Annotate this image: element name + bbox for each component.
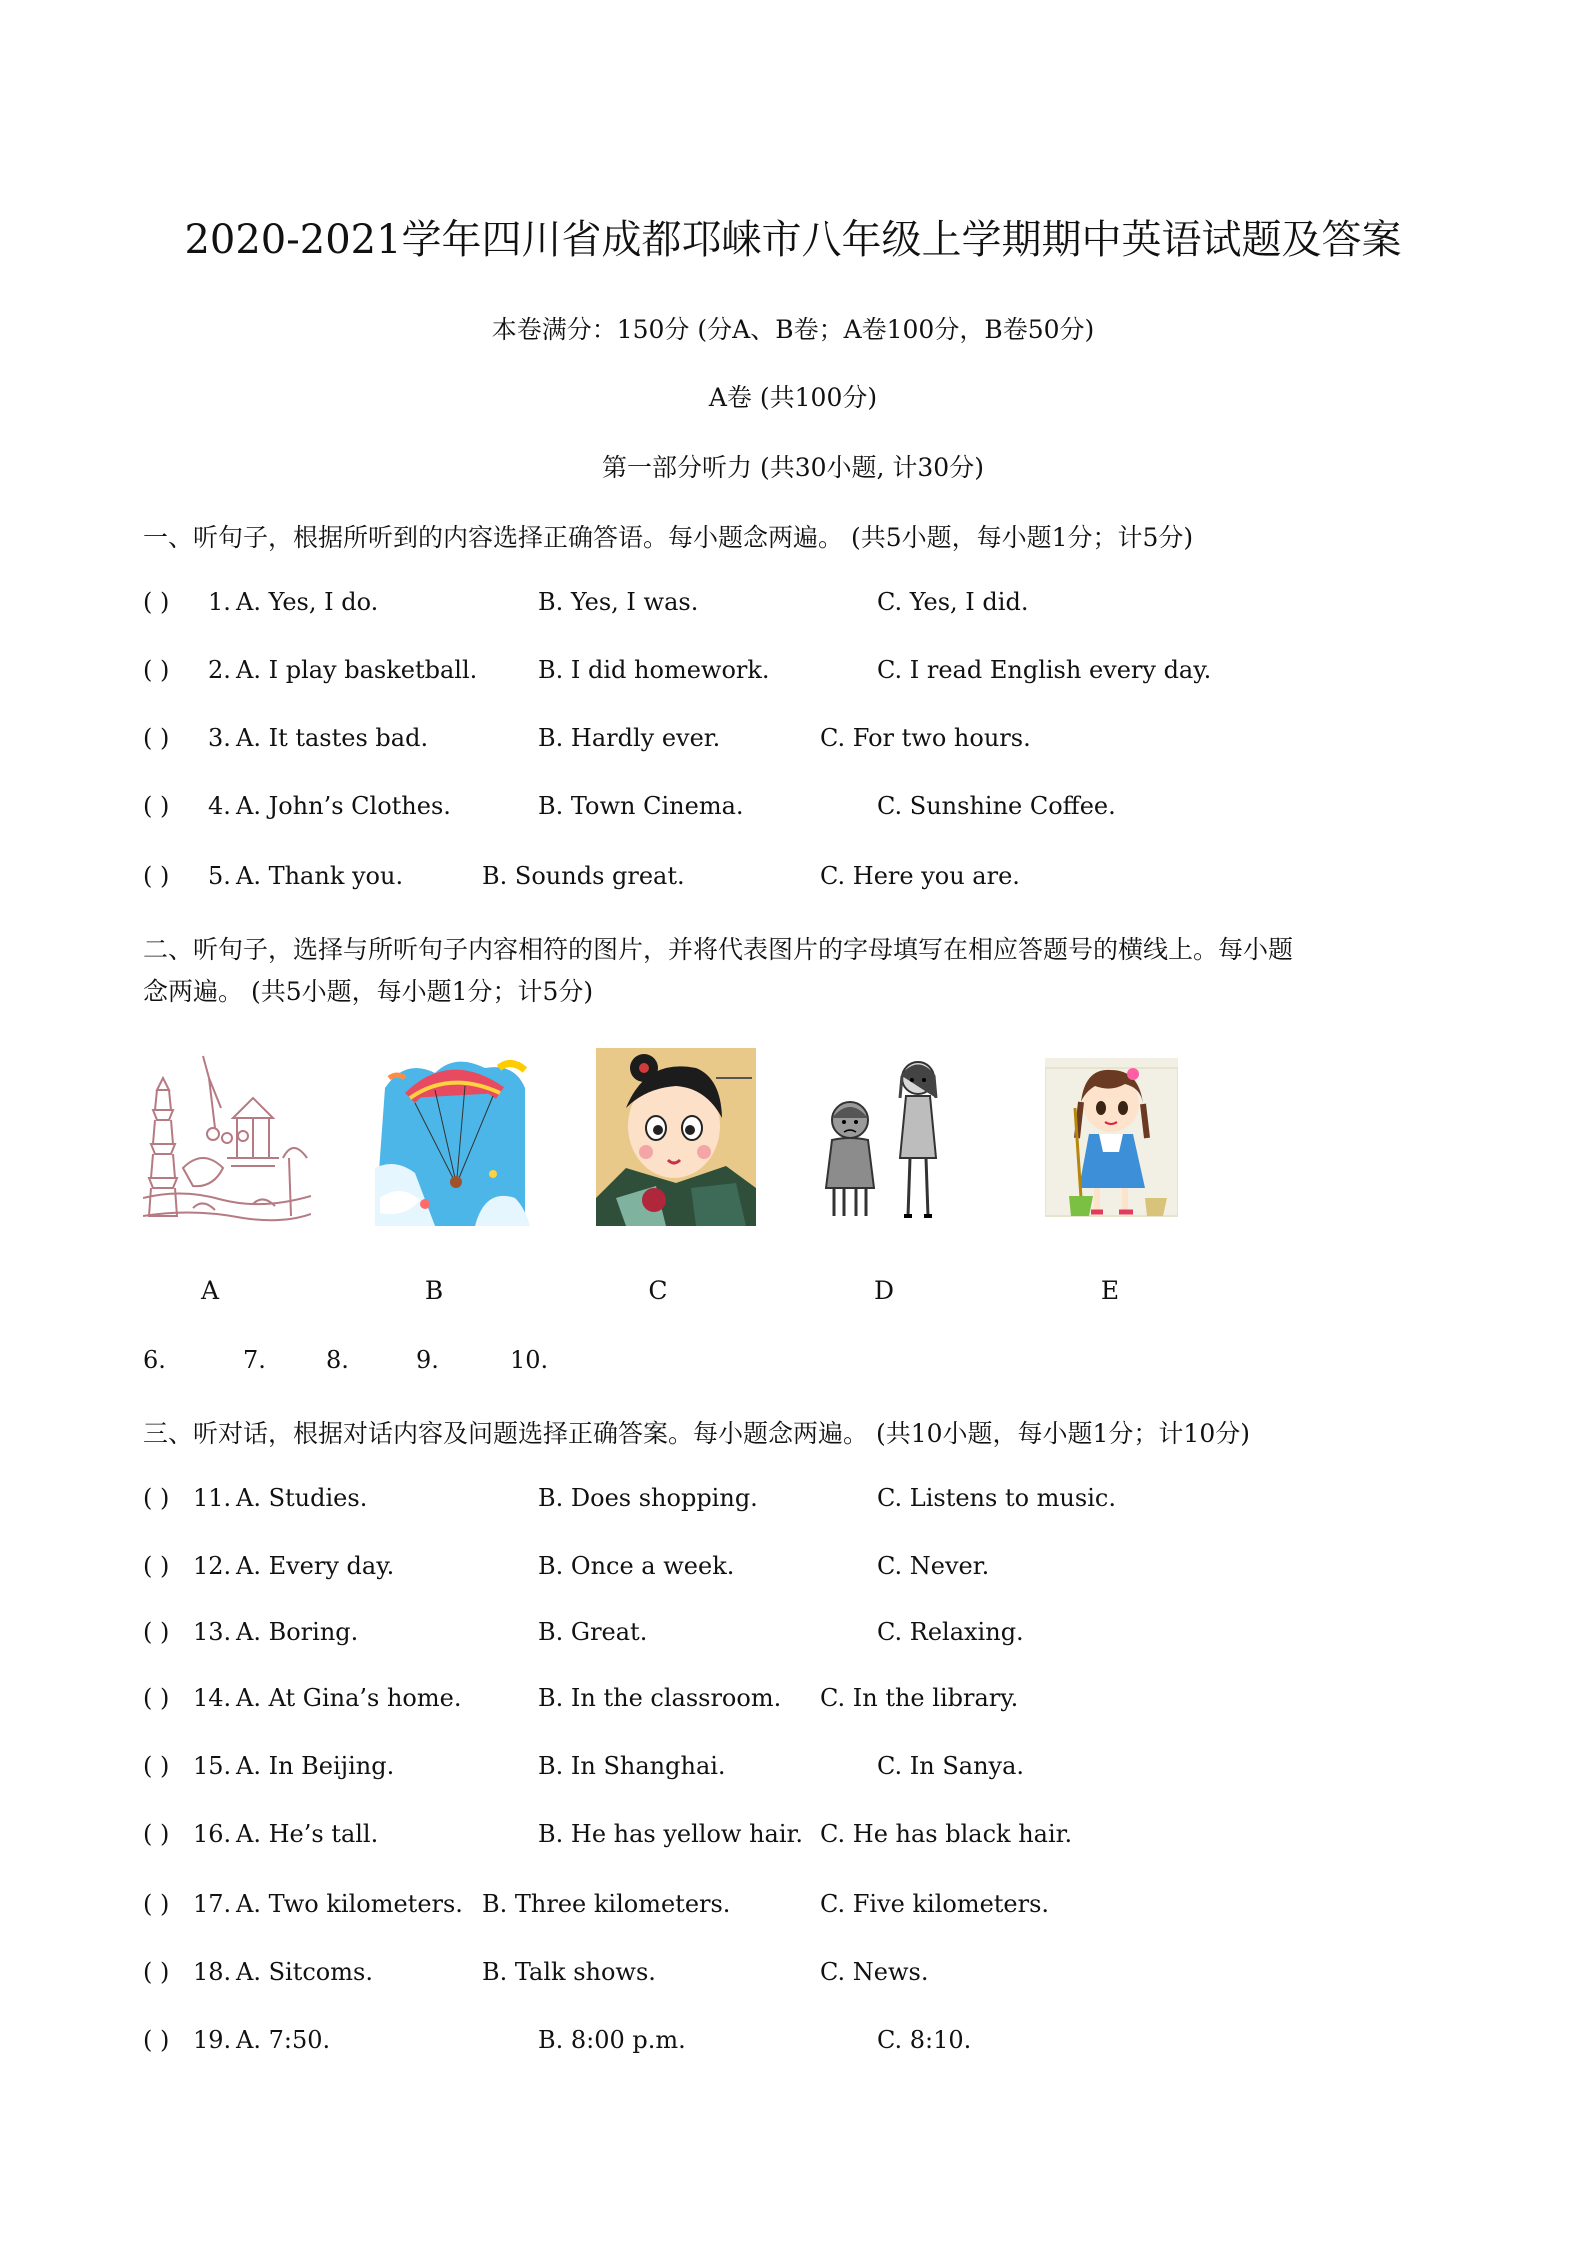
option-c: C. Sunshine Coffee. [877,792,1116,820]
option-c: C. In the library. [820,1684,1019,1712]
picture-label-a: A [200,1276,220,1305]
answer-paren[interactable]: ( ) [143,1684,170,1712]
picture-label-b: B [424,1276,444,1305]
answer-paren[interactable]: ( ) [143,1820,170,1848]
answer-paren[interactable]: ( ) [143,656,170,684]
answer-paren[interactable]: ( ) [143,588,170,616]
option-b: B. Yes, I was. [538,588,699,616]
option-a: A. Boring. [236,1618,359,1646]
answer-paren[interactable]: ( ) [143,1618,170,1646]
option-a: A. In Beijing. [236,1752,395,1780]
option-a: A. 7:50. [236,2026,331,2054]
section3-heading: 三、听对话，根据对话内容及问题选择正确答案。每小题念两遍。 (共10小题，每小题1分；计10分) [143,1419,1250,1448]
option-b: B. Once a week. [538,1552,735,1580]
option-c: C. Listens to music. [877,1484,1116,1512]
option-b: B. Hardly ever. [538,724,721,752]
question-number: 11. [193,1484,232,1512]
option-b: B. 8:00 p.m. [538,2026,686,2054]
paragliding-picture-icon [375,1048,530,1226]
answer-blank-9[interactable]: 9. [416,1346,439,1374]
question-number: 13. [193,1618,232,1646]
option-c: C. He has black hair. [820,1820,1073,1848]
section2-heading-line1: 二、听句子，选择与所听句子内容相符的图片，并将代表图片的字母填写在相应答题号的横线上。每小题 [143,935,1294,964]
pagoda-landscape-sketch-icon [143,1048,311,1226]
answer-blank-8[interactable]: 8. [326,1346,349,1374]
answer-paren[interactable]: ( ) [143,792,170,820]
option-a: A. Yes, I do. [236,588,379,616]
answer-paren[interactable]: ( ) [143,1958,170,1986]
answer-paren[interactable]: ( ) [143,1484,170,1512]
score-line: 本卷满分：150分 (分A、B卷；A卷100分，B卷50分) [491,315,1095,344]
cartoon-girl-face-icon [596,1048,756,1226]
option-a: A. Studies. [236,1484,368,1512]
option-c: C. Five kilometers. [820,1890,1050,1918]
picture-label-e: E [1100,1276,1120,1305]
option-a: A. Every day. [236,1552,395,1580]
part1-heading: 第一部分听力 (共30小题, 计30分) [602,453,984,482]
option-a: A. Two kilometers. [236,1890,463,1918]
page-title: 2020-2021学年四川省成都邛崃市八年级上学期期中英语试题及答案 [184,217,1402,263]
option-b: B. Great. [538,1618,648,1646]
question-number: 4. [208,792,231,820]
option-c: C. News. [820,1958,929,1986]
answer-blank-7[interactable]: 7. [243,1346,266,1374]
option-b: B. Talk shows. [482,1958,656,1986]
answer-paren[interactable]: ( ) [143,1552,170,1580]
picture-label-c: C [648,1276,668,1305]
answer-paren[interactable]: ( ) [143,1752,170,1780]
option-b: B. I did homework. [538,656,770,684]
answer-paren[interactable]: ( ) [143,724,170,752]
option-a: A. I play basketball. [236,656,478,684]
answer-blank-6[interactable]: 6. [143,1346,166,1374]
option-c: C. For two hours. [820,724,1031,752]
question-number: 19. [193,2026,232,2054]
picture-label-d: D [873,1276,895,1305]
option-b: B. Three kilometers. [482,1890,731,1918]
option-b: B. Sounds great. [482,862,685,890]
paper-a-heading: A卷 (共100分) [708,383,878,412]
answer-paren[interactable]: ( ) [143,2026,170,2054]
option-c: C. Relaxing. [877,1618,1024,1646]
option-a: A. Thank you. [236,862,404,890]
question-number: 16. [193,1820,232,1848]
question-number: 18. [193,1958,232,1986]
option-b: B. In Shanghai. [538,1752,726,1780]
option-a: A. Sitcoms. [236,1958,373,1986]
girl-sweeping-cartoon-icon [1045,1048,1178,1226]
option-b: B. Does shopping. [538,1484,758,1512]
question-number: 12. [193,1552,232,1580]
section2-heading-line2: 念两遍。 (共5小题，每小题1分；计5分) [143,977,594,1006]
question-number: 2. [208,656,231,684]
answer-blank-10[interactable]: 10. [510,1346,549,1374]
answer-paren[interactable]: ( ) [143,862,170,890]
option-c: C. Yes, I did. [877,588,1029,616]
option-c: C. Here you are. [820,862,1020,890]
option-b: B. In the classroom. [538,1684,782,1712]
option-a: A. At Gina’s home. [236,1684,462,1712]
option-c: C. I read English every day. [877,656,1212,684]
answer-paren[interactable]: ( ) [143,1890,170,1918]
question-number: 1. [208,588,231,616]
section1-heading: 一、听句子，根据所听到的内容选择正确答语。每小题念两遍。 (共5小题，每小题1分；计5分) [143,523,1194,552]
question-number: 15. [193,1752,232,1780]
question-number: 17. [193,1890,232,1918]
two-girls-sketch-icon [820,1048,960,1226]
question-number: 3. [208,724,231,752]
option-a: A. He’s tall. [236,1820,379,1848]
question-number: 14. [193,1684,232,1712]
option-a: A. It tastes bad. [236,724,429,752]
option-c: C. 8:10. [877,2026,972,2054]
option-a: A. John’s Clothes. [236,792,451,820]
option-c: C. In Sanya. [877,1752,1025,1780]
option-b: B. He has yellow hair. [538,1820,804,1848]
option-c: C. Never. [877,1552,990,1580]
question-number: 5. [208,862,231,890]
option-b: B. Town Cinema. [538,792,744,820]
